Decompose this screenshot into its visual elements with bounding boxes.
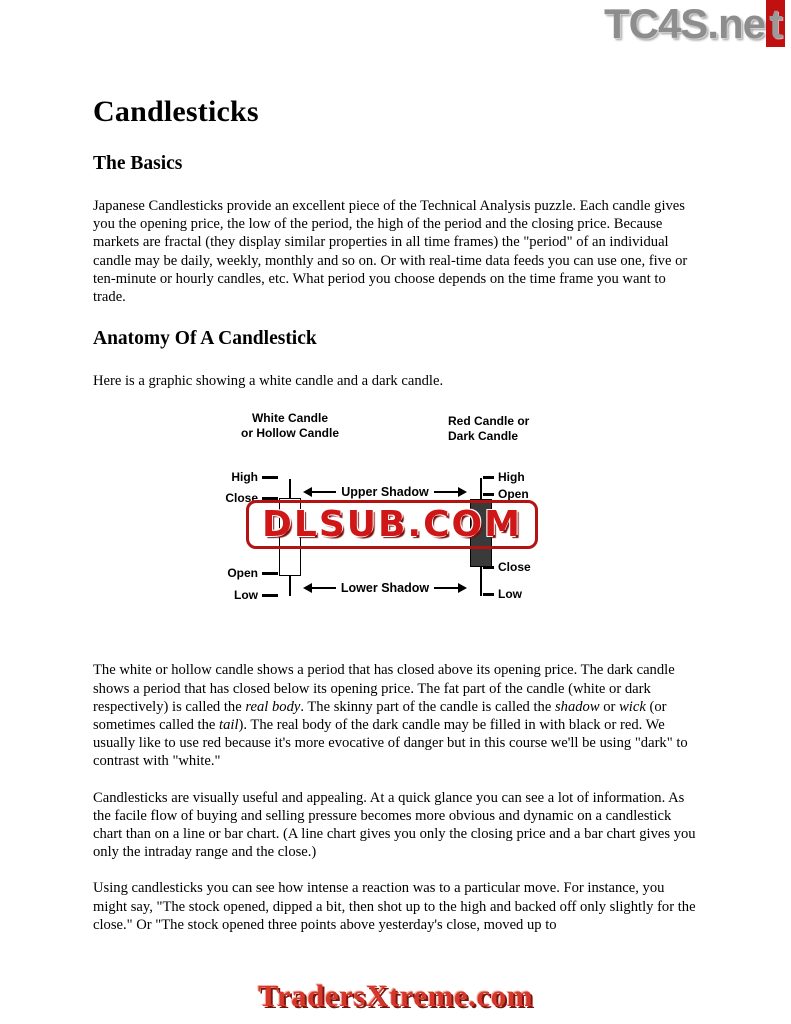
label-left-high-text: High (231, 470, 258, 485)
page-title: Candlesticks (93, 95, 259, 128)
tradersxtreme-logo: TradersXtreme.com (257, 978, 534, 1013)
dark-candle-title-line1: Red Candle or (448, 414, 530, 429)
label-left-high (190, 470, 278, 484)
dark-candle-title-line2: Dark Candle (448, 429, 519, 444)
label-left-open (190, 566, 278, 580)
label-right-close (483, 560, 531, 574)
section-heading-basics: The Basics (93, 153, 183, 174)
paragraph-usefulness: Candlesticks are visually useful and appealing. At a quick glance you can see a lot of information. As the facile flow of buying and selling pressure becomes more obvious and dynamic on a candlestick chart than on a line or bar chart. (A line chart gives you only the closing price and a bar chart gives you only the intraday range and the close.) (93, 789, 696, 861)
connector-line (312, 491, 336, 493)
tick-mark (262, 594, 278, 597)
white-candle-title (230, 411, 350, 441)
candlestick-diagram (190, 406, 570, 611)
paragraph-basics: Japanese Candlesticks provide an excellent piece of the Technical Analysis puzzle. Each candle gives you the opening price, the low of the period, the high of the period and the closing price. Because markets are fractal (they display similar properties in all time frames) the "period" of an individual candle may be daily, weekly, monthly and so on. Or with real-time data feeds you can use one, five or ten-minute or hourly candles, etc. What period you choose depends on the time frame you want to trade. (93, 198, 688, 306)
section-heading-anatomy: Anatomy Of A Candlestick (93, 328, 317, 350)
paragraph-intensity: Using candlesticks you can see how intense a reaction was to a particular move. For instance, you might say, "The stock opened, dipped a bit, then shot up to the high and backed off only slightly for the close." Or "The stock opened three points above yesterday's close, moved up to (93, 880, 696, 933)
dlsub-watermark: DLSUB.COM (246, 500, 538, 549)
connector-line (434, 491, 458, 493)
lower-shadow-label: Lower Shadow (340, 581, 430, 596)
label-left-close-text: Close (225, 491, 258, 506)
arrow-right-icon (458, 583, 467, 593)
tick-mark (262, 572, 278, 575)
connector-line (434, 587, 458, 589)
connector-line (312, 587, 336, 589)
tick-mark (483, 476, 494, 479)
paragraph-segment: or (599, 698, 620, 715)
dark-candle-title (448, 414, 529, 444)
diagram-intro: Here is a graphic showing a white candle and a dark candle. (93, 373, 444, 390)
white-candle-title-line1: White Candle (251, 411, 328, 426)
label-right-open-text: Open (498, 487, 529, 502)
paragraph-segment: The white or hollow candle shows a period that has closed above its opening price. The dark candle shows a period that has closed below its opening price. The fat part of the candle (white or dark respectively) is called the (93, 662, 675, 715)
label-right-low (483, 587, 522, 601)
label-right-high-text: High (498, 470, 525, 485)
paragraph-segment: . The skinny part of the candle is called the (300, 698, 555, 715)
label-left-open-text: Open (227, 566, 258, 581)
article-content (93, 95, 700, 956)
tc4s-logo-text: TC4S.ne (603, 0, 765, 47)
white-candle-title-line2: or Hollow Candle (240, 426, 339, 441)
term-tail: tail (219, 717, 239, 734)
label-right-open (483, 487, 529, 501)
arrow-left-icon (303, 583, 312, 593)
label-left-low-text: Low (234, 588, 258, 603)
term-real-body: real body (245, 698, 301, 715)
label-right-high (483, 470, 525, 484)
tick-mark (262, 476, 278, 479)
arrow-right-icon (458, 487, 467, 497)
paragraph-segment: (or sometimes called the (93, 698, 667, 734)
tick-mark (483, 593, 494, 596)
tick-mark (483, 493, 494, 496)
term-shadow: shadow (554, 698, 600, 715)
tc4s-logo-accent: t (766, 0, 785, 47)
label-right-low-text: Low (498, 587, 522, 602)
label-left-low (190, 588, 278, 602)
lower-shadow-annotation (303, 581, 467, 595)
upper-shadow-annotation (303, 485, 467, 499)
arrow-left-icon (303, 487, 312, 497)
term-wick: wick (619, 698, 646, 715)
tick-mark (483, 566, 494, 569)
paragraph-segment: ). The real body of the dark candle may be filled in with black or red. We usually like to use red because it's more evocative of danger but in this course we'll be using "dark" to contrast with "white." (93, 717, 688, 770)
paragraph-anatomy (93, 661, 700, 770)
upper-shadow-label: Upper Shadow (341, 485, 429, 500)
tc4s-logo (604, 0, 785, 48)
label-right-close-text: Close (498, 560, 531, 575)
